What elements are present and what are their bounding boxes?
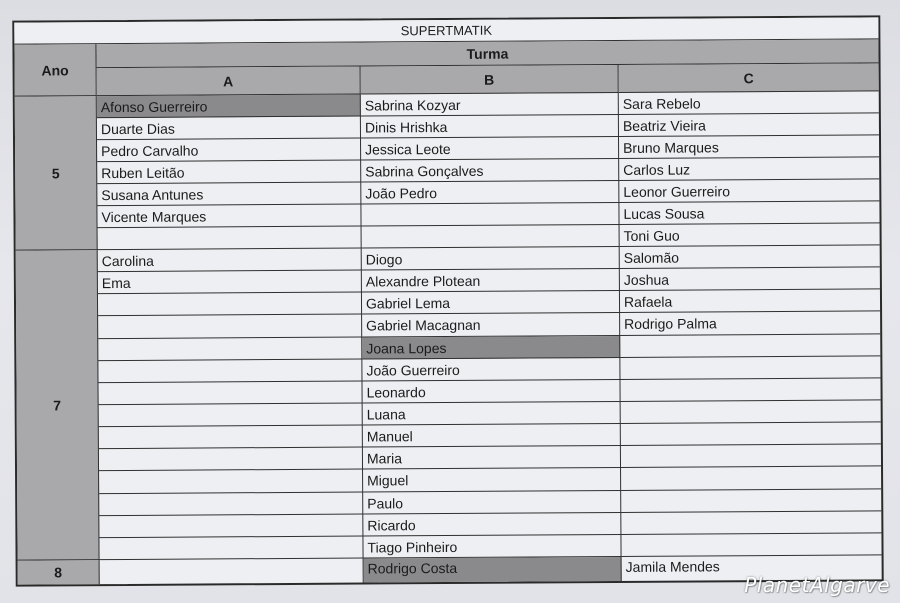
ano5-turma-c-cell: Carlos Luz xyxy=(619,157,879,181)
ano7-turma-b-cell: Miguel xyxy=(363,468,621,492)
ano5-turma-c-cell: Sara Rebelo xyxy=(619,91,879,115)
ano7-turma-a-cell xyxy=(99,514,363,538)
ano7-turma-b-cell: João Guerreiro xyxy=(362,358,620,382)
ano7-turma-b-cell: Leonardo xyxy=(362,380,620,404)
ano7-turma-b-cell: Luana xyxy=(363,402,621,426)
ano7-turma-b-cell: Alexandre Plotean xyxy=(362,269,620,293)
ano7-turma-c-cell xyxy=(621,422,881,446)
ano7-turma-a-cell: Ema xyxy=(98,271,362,295)
ano7-turma-b-cell: Joana Lopes xyxy=(362,335,620,359)
turma-header: Turma xyxy=(96,39,878,68)
ano7-turma-c-cell xyxy=(621,445,881,469)
ano5-turma-a-cell: Susana Antunes xyxy=(97,183,361,207)
ano5-turma-c-cell: Toni Guo xyxy=(620,223,880,247)
ano7-turma-a-cell xyxy=(98,293,362,317)
ano7-turma-a-cell: Carolina xyxy=(98,249,362,273)
ano5-turma-b-cell: Dinis Hrishka xyxy=(361,115,619,139)
ano7-turma-c-cell: Salomão xyxy=(620,245,880,269)
ano5-turma-a-cell: Ruben Leitão xyxy=(97,161,361,185)
ano7-turma-c-cell xyxy=(620,334,880,358)
turma-a-header: A xyxy=(97,67,361,97)
ano5-turma-c-cell: Lucas Sousa xyxy=(619,201,879,225)
ano7-turma-b-cell: Ricardo xyxy=(363,513,621,537)
ano7-turma-c-cell xyxy=(621,400,881,424)
ano7-turma-b-cell: Paulo xyxy=(363,490,621,514)
ano7-turma-c-cell xyxy=(621,489,881,513)
ano7-turma-b-cell: Gabriel Macagnan xyxy=(362,313,620,337)
ano5-turma-c-cell: Bruno Marques xyxy=(619,135,879,159)
ano7-turma-c-cell: Rafaela xyxy=(620,290,880,314)
ano7-turma-a-cell xyxy=(98,359,362,383)
ano5-turma-b-cell xyxy=(361,203,619,227)
ano5-turma-b-cell: Sabrina Gonçalves xyxy=(361,159,619,183)
ano7-turma-a-cell xyxy=(99,470,363,494)
ano7-turma-c-cell xyxy=(621,511,881,535)
ano7-turma-c-cell xyxy=(620,378,880,402)
ano7-turma-b-cell: Tiago Pinheiro xyxy=(363,535,621,559)
table-title: SUPERTMATIK xyxy=(14,17,878,44)
ano7-turma-b-cell: Gabriel Lema xyxy=(362,291,620,315)
ano7-turma-c-cell xyxy=(620,356,880,380)
ano7-turma-a-cell xyxy=(99,492,363,516)
ano-5-label: 5 xyxy=(15,96,98,250)
ano5-turma-a-cell xyxy=(98,227,362,251)
ano7-turma-a-cell xyxy=(99,426,363,450)
ano5-turma-b-cell: João Pedro xyxy=(361,181,619,205)
ano5-turma-a-cell: Pedro Carvalho xyxy=(97,139,361,163)
ano5-turma-b-cell: Sabrina Kozyar xyxy=(361,93,619,117)
ano7-turma-a-cell xyxy=(98,337,362,361)
ano7-turma-b-cell: Manuel xyxy=(363,424,621,448)
ano5-turma-b-cell xyxy=(362,225,620,249)
turma-b-header: B xyxy=(361,65,619,95)
ano-8-label: 8 xyxy=(18,560,100,585)
ano-7-label: 7 xyxy=(16,250,100,560)
ano7-turma-a-cell xyxy=(99,448,363,472)
ano-8-turma-c: Jamila Mendes xyxy=(625,558,720,575)
turma-c-header: C xyxy=(619,63,879,93)
schedule-table xyxy=(12,15,883,586)
ano7-turma-c-cell: Rodrigo Palma xyxy=(620,312,880,336)
ano7-turma-a-cell xyxy=(98,315,362,339)
ano7-turma-c-cell: Joshua xyxy=(620,267,880,291)
ano5-turma-c-cell: Beatriz Vieira xyxy=(619,113,879,137)
ano5-turma-c-cell: Leonor Guerreiro xyxy=(619,179,879,203)
ano7-turma-b-cell: Maria xyxy=(363,446,621,470)
ano5-turma-a-cell: Duarte Dias xyxy=(97,117,361,141)
ano-8-turma-b: Rodrigo Costa xyxy=(364,557,622,583)
ano7-turma-a-cell xyxy=(99,403,363,427)
ano7-turma-a-cell xyxy=(98,381,362,405)
ano5-turma-a-cell: Vicente Marques xyxy=(97,205,361,229)
ano-header: Ano xyxy=(14,44,96,96)
ano-8-turma-a xyxy=(100,559,364,585)
watermark-logo: PlanetAlgarve xyxy=(744,573,890,597)
ano7-turma-b-cell: Diogo xyxy=(362,247,620,271)
ano7-turma-a-cell xyxy=(99,536,363,560)
ano7-turma-c-cell xyxy=(621,533,881,557)
ano5-turma-a-cell: Afonso Guerreiro xyxy=(97,95,361,119)
ano5-turma-b-cell: Jessica Leote xyxy=(361,137,619,161)
ano7-turma-c-cell xyxy=(621,467,881,491)
